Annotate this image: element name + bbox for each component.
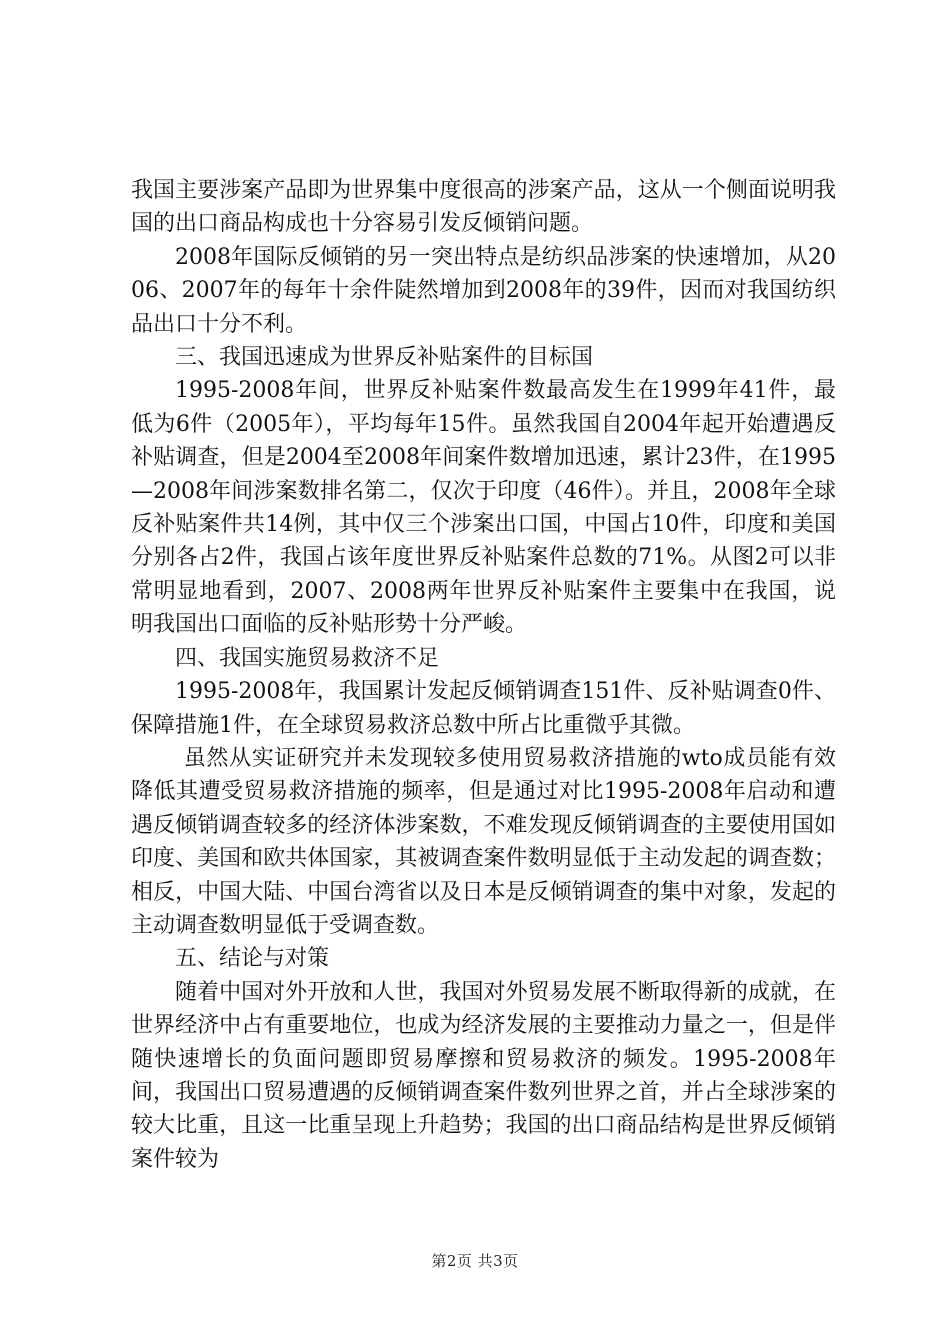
paragraph-empirical-analysis: 虽然从实证研究并未发现较多使用贸易救济措施的wto成员能有效降低其遭受贸易救济措施的频率，但是通过对比1995-2008年启动和遭遇反倾销调查较多的经济体涉案数，不难发现反倾销调查的主要使用国如印度、美国和欧共体国家，其被调查案件数明显低于主动发起的调查数；相反，中国大陆、中国台湾省以及日本是反倾销调查的集中对象，发起的主动调查数明显低于受调查数。 xyxy=(131,745,836,938)
section-heading-trade-remedy: 四、我国实施贸易救济不足 xyxy=(175,645,440,671)
page-number-footer: 第2页 共3页 xyxy=(431,1252,519,1270)
paragraph-continuation: 我国主要涉案产品即为世界集中度很高的涉案产品，这从一个侧面说明我国的出口商品构成也十分容易引发反倾销问题。 xyxy=(131,178,836,237)
paragraph-textile-cases: 2008年国际反倾销的另一突出特点是纺织品涉案的快速增加，从2006、2007年的每年十余件陡然增加到2008年的39件，因而对我国纺织品出口十分不利。 xyxy=(131,244,836,337)
paragraph-trade-remedy-stats: 1995-2008年，我国累计发起反倾销调查151件、反补贴调查0件、保障措施1件，在全球贸易救济总数中所占比重微乎其微。 xyxy=(131,679,836,738)
paragraph-countervailing-stats: 1995-2008年间，世界反补贴案件数最高发生在1999年41件，最低为6件（2005年），平均每年15件。虽然我国自2004年起开始遭遇反补贴调查，但是2004至2008年间案件数增加迅速，累计23件，在1995—2008年间涉案数排名第二，仅次于印度（46件）。并且，2008年全球反补贴案件共14例，其中仅三个涉案出口国，中国占10件，印度和美国分别各占2件，我国占该年度世界反补贴案件总数的71%。从图2可以非常明显地看到，2007、2008两年世界反补贴案件主要集中在我国，说明我国出口面临的反补贴形势十分严峻。 xyxy=(131,378,836,638)
document-body xyxy=(131,174,836,1176)
paragraph-conclusion: 随着中国对外开放和人世，我国对外贸易发展不断取得新的成就，在世界经济中占有重要地位，也成为经济发展的主要推动力量之一，但是伴随快速增长的负面问题即贸易摩擦和贸易救济的频发。1995-2008年间，我国出口贸易遭遇的反倾销调查案件数列世界之首，并占全球涉案的较大比重，且这一比重呈现上升趋势；我国的出口商品结构是世界反倾销案件较为 xyxy=(131,979,836,1172)
section-heading-countervailing: 三、我国迅速成为世界反补贴案件的目标国 xyxy=(175,345,594,371)
section-heading-conclusion: 五、结论与对策 xyxy=(175,946,330,972)
